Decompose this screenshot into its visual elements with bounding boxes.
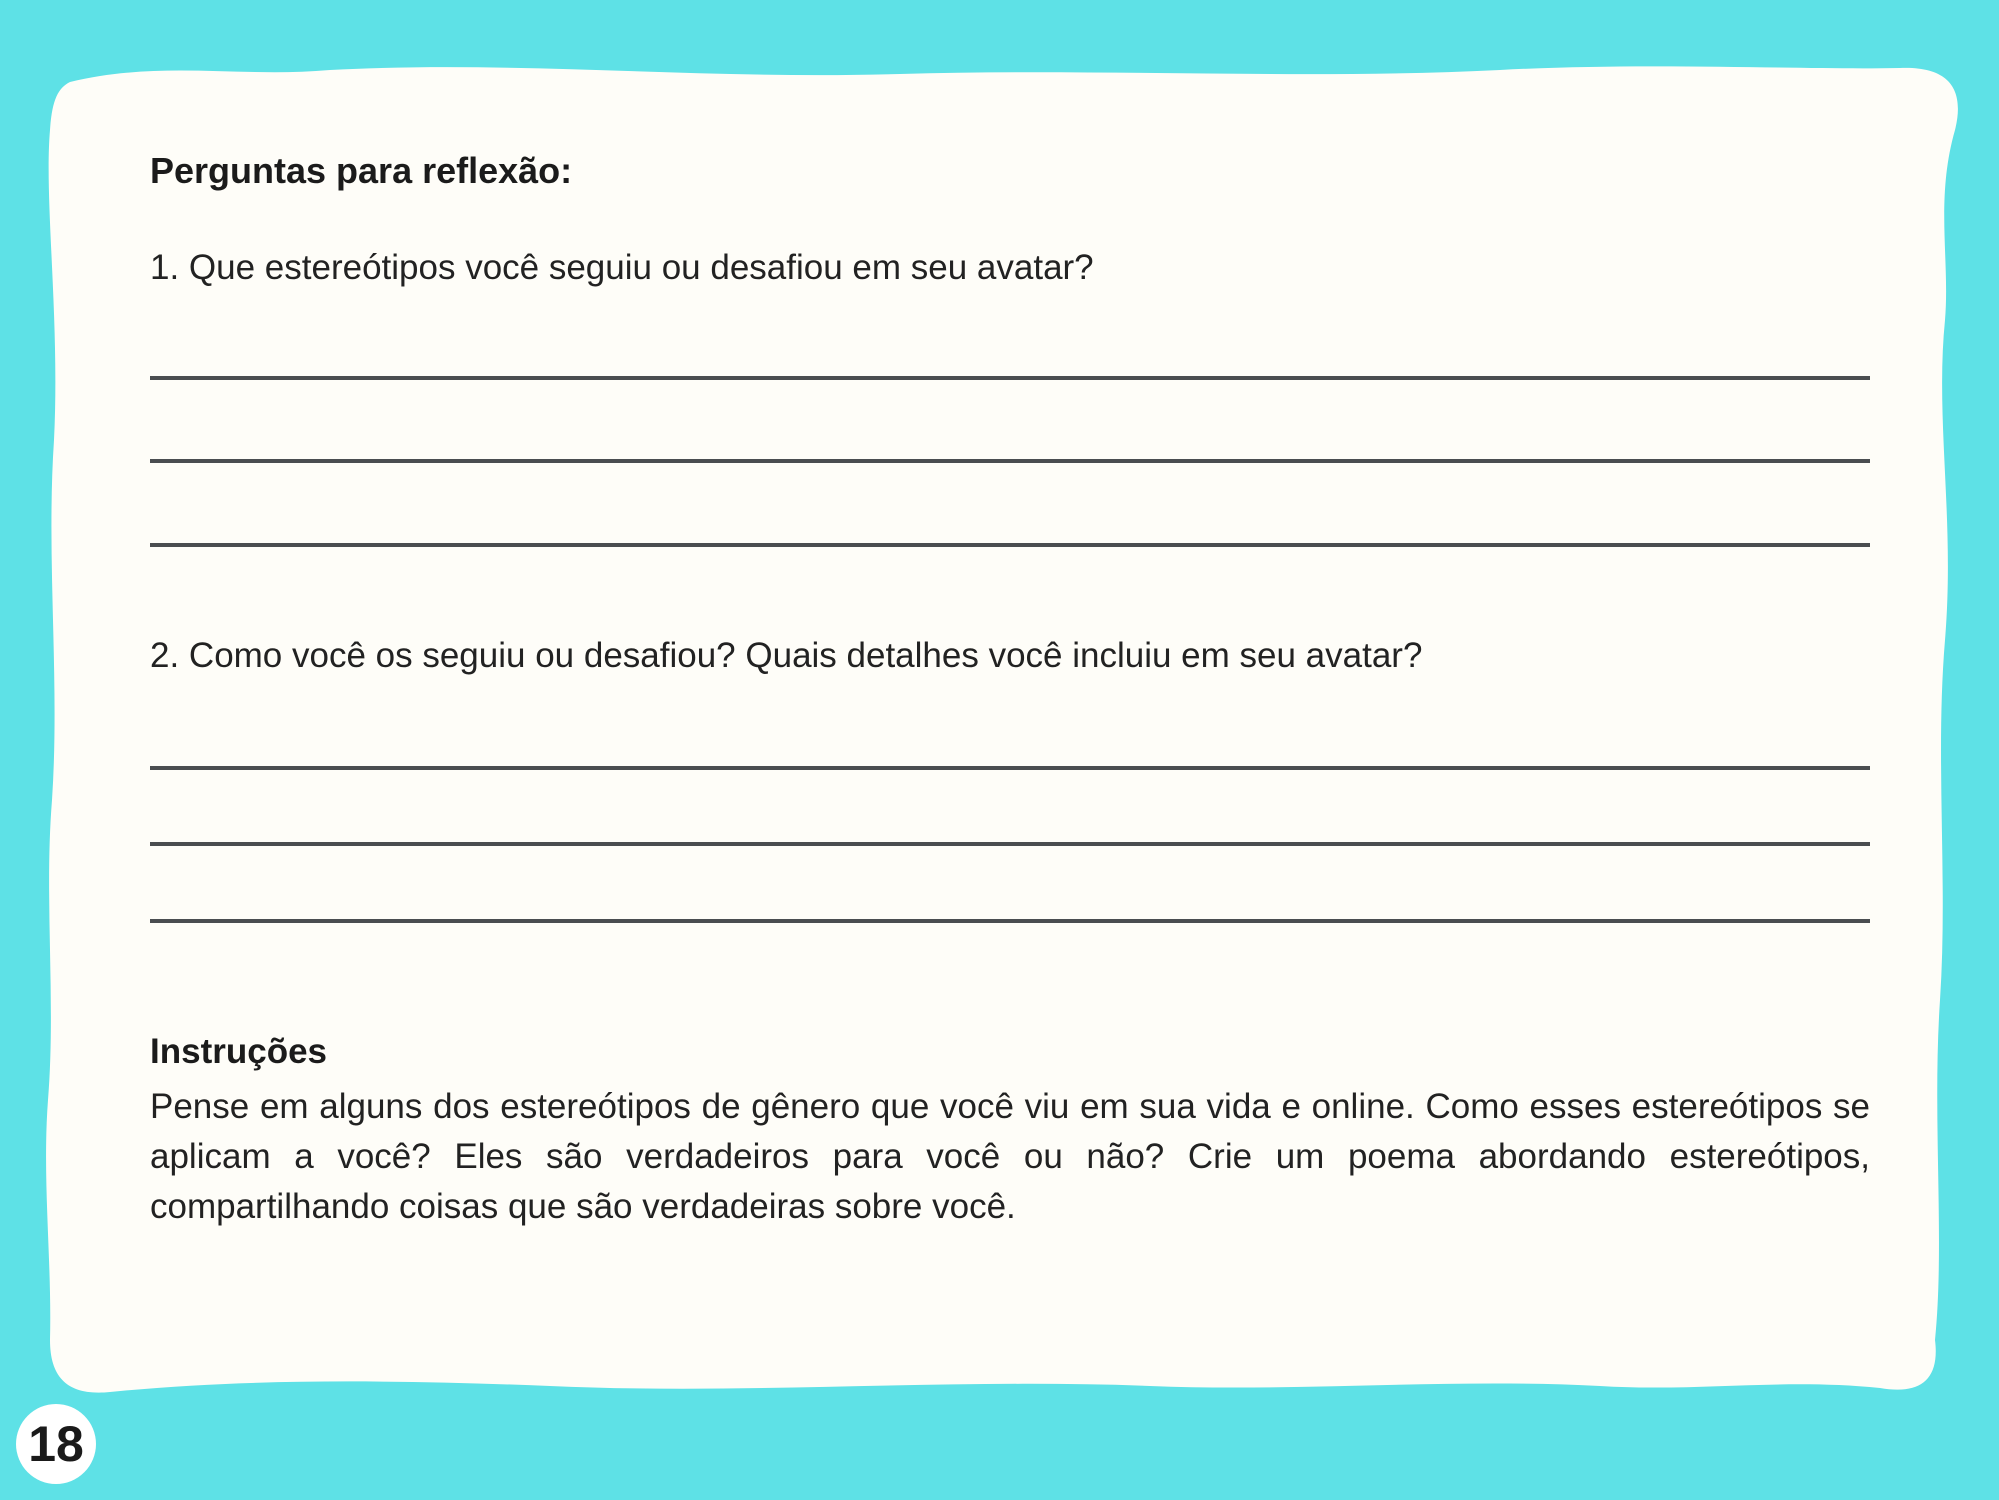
page-number-badge: 18 xyxy=(16,1404,96,1484)
answer-line-q1-2[interactable] xyxy=(150,459,1870,463)
answer-line-q1-1[interactable] xyxy=(150,376,1870,380)
answer-line-q2-3[interactable] xyxy=(150,919,1870,923)
answer-line-q2-1[interactable] xyxy=(150,766,1870,770)
question-2: 2. Como você os seguiu ou desafiou? Quais detalhes você incluiu em seu avatar? xyxy=(150,636,1423,675)
reflection-heading: Perguntas para reflexão: xyxy=(150,150,573,191)
question-1: 1. Que estereótipos você seguiu ou desafiou em seu avatar? xyxy=(150,248,1094,287)
instructions-body: Pense em alguns dos estereótipos de gênero que você viu em sua vida e online. Como esses estereótipos se aplicam a você? Eles são verdadeiros para você ou não? Crie um poema abordando estereótipos, compartilhando coisas que são verdadeiras sobre você. xyxy=(150,1087,1870,1226)
instructions-title: Instruções xyxy=(150,1032,327,1071)
answer-line-q1-3[interactable] xyxy=(150,543,1870,547)
answer-line-q2-2[interactable] xyxy=(150,842,1870,846)
